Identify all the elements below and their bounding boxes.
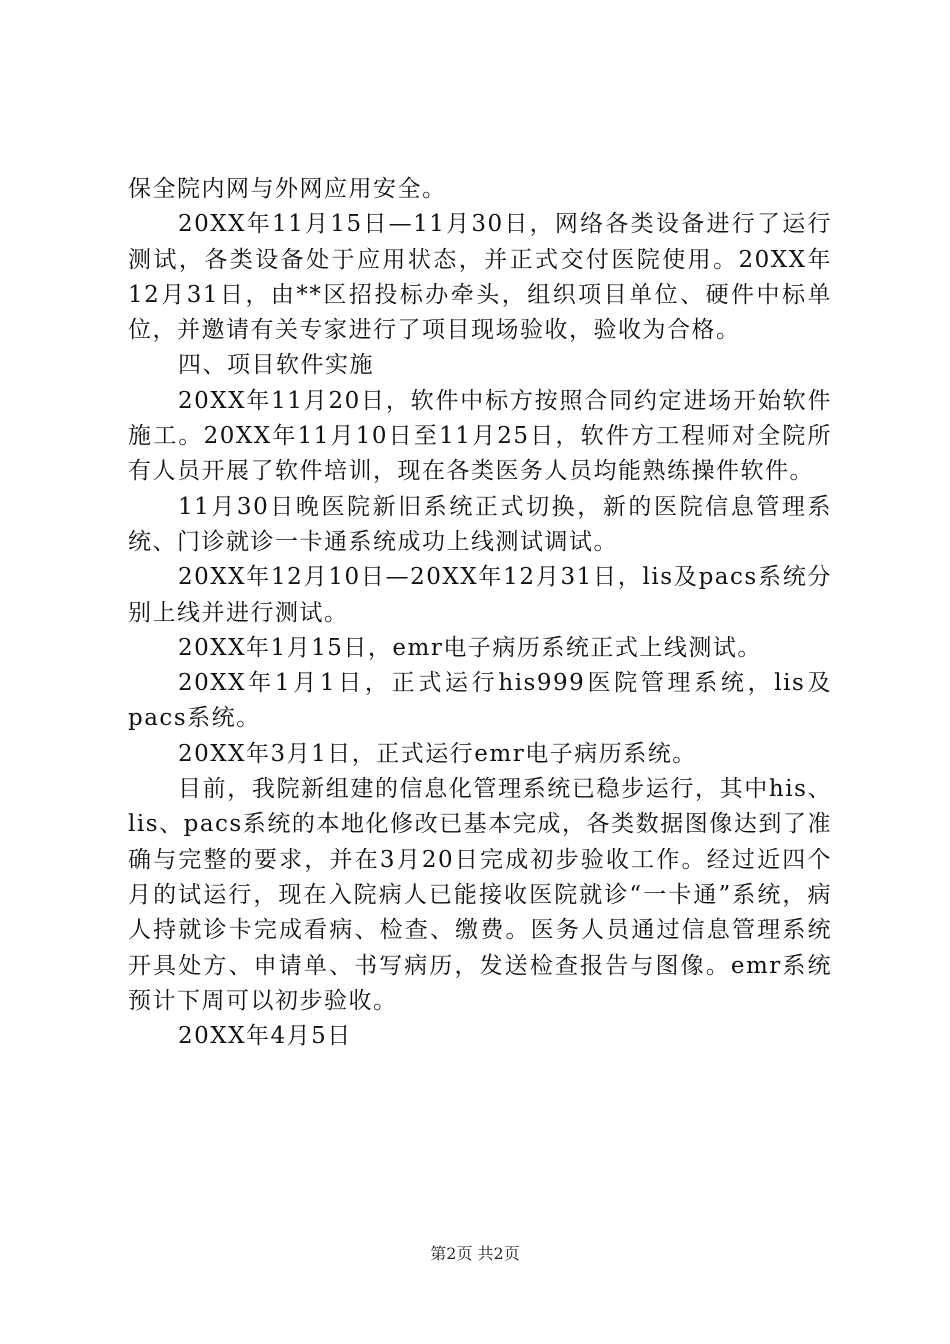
paragraph-emr-test: 20XX年1月15日，emr电子病历系统正式上线测试。 [178, 634, 762, 661]
section-heading-software: 四、项目软件实施 [178, 352, 374, 379]
paragraph-network-testing: 20XX年11月15日—11月30日，网络各类设备进行了运行测试，各类设备处于应用状态，并正式交付医院使用。20XX年12月31日，由**区招投标办牵头，组织项目单位、硬件中标单位，并邀请有关专家进行了项目现场验收，验收为合格。 [128, 211, 832, 344]
page-footer: 第2页 共2页 [430, 1244, 520, 1263]
paragraph-lis-pacs: 20XX年12月10日—20XX年12月31日，lis及pacs系统分别上线并进行测试。 [128, 564, 832, 626]
document-body [128, 172, 832, 1054]
document-date: 20XX年4月5日 [178, 1023, 352, 1050]
paragraph-his-run: 20XX年1月1日，正式运行his999医院管理系统，lis及pacs系统。 [128, 670, 832, 732]
paragraph-current-status: 目前，我院新组建的信息化管理系统已稳步运行，其中his、lis、pacs系统的本地化修改已基本完成，各类数据图像达到了准确与完整的要求，并在3月20日完成初步验收工作。经过近四个月的试运行，现在入院病人已能接收医院就诊“一卡通”系统，病人持就诊卡完成看病、检查、缴费。医务人员通过信息管理系统开具处方、申请单、书写病历，发送检查报告与图像。emr系统预计下周可以初步验收。 [128, 776, 832, 1014]
paragraph-emr-run: 20XX年3月1日，正式运行emr电子病历系统。 [178, 740, 697, 767]
paragraph-software-construction: 20XX年11月20日，软件中标方按照合同约定进场开始软件施工。20XX年11月10日至11月25日，软件方工程师对全院所有人员开展了软件培训，现在各类医务人员均能熟练操件软件。 [128, 387, 832, 485]
paragraph-system-switch: 11月30日晚医院新旧系统正式切换，新的医院信息管理系统、门诊就诊一卡通系统成功上线测试调试。 [128, 493, 832, 555]
paragraph-continuation: 保全院内网与外网应用安全。 [128, 176, 447, 202]
